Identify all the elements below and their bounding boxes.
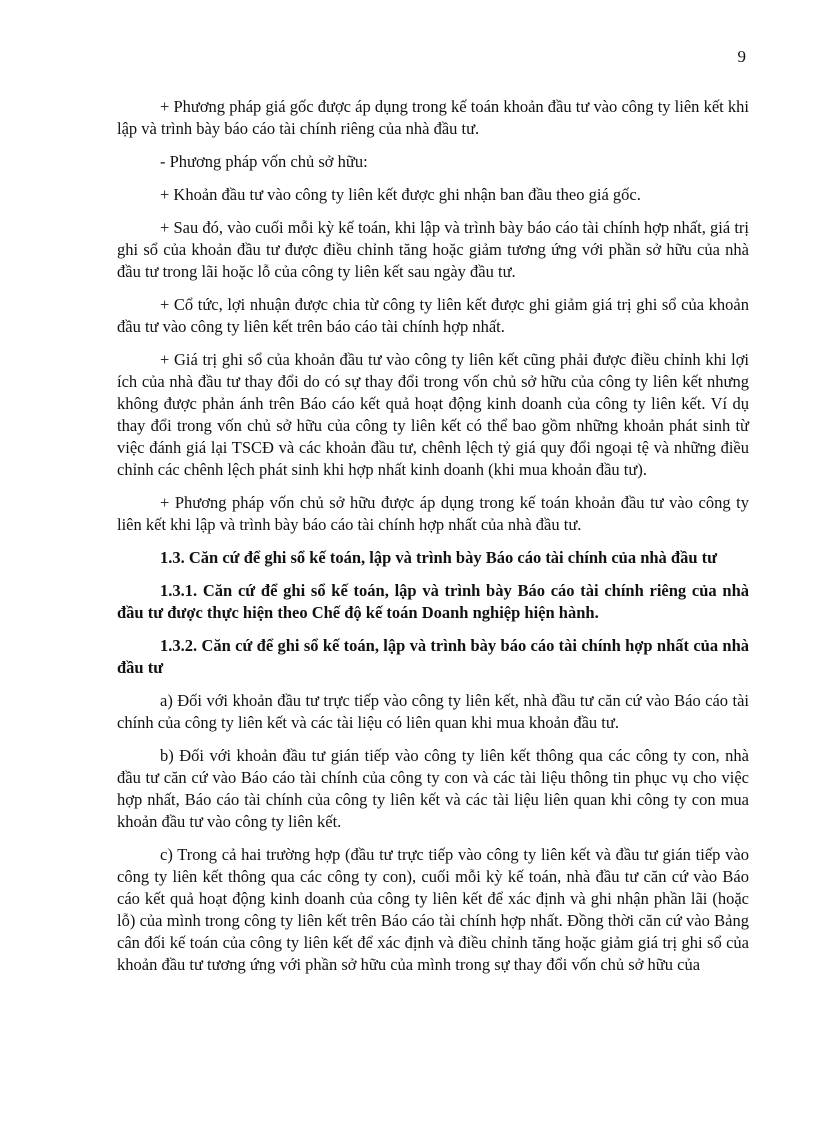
paragraph-equity-changes: + Giá trị ghi sổ của khoản đầu tư vào công ty liên kết cũng phải được điều chỉnh khi lợi ích của nhà đầu tư thay đổi do có sự thay đổi trong vốn chủ sở hữu của công ty liên kết nhưng không được phản ánh trên Báo cáo kết quả hoạt động kinh doanh của công ty liên kết. Ví dụ thay đổi trong vốn chủ sở hữu của công ty liên kết có thể bao gồm những khoản phát sinh từ việc đánh giá lại TSCĐ và các khoản đầu tư, chênh lệch tỷ giá quy đổi ngoại tệ và những điều chỉnh các chênh lệch phát sinh khi hợp nhất kinh doanh (khi mua khoản đầu tư).	[117, 350, 749, 479]
paragraph-item-b: b) Đối với khoản đầu tư gián tiếp vào công ty liên kết thông qua các công ty con, nhà đầu tư căn cứ vào Báo cáo tài chính của công ty con và các tài liệu thông tin phục vụ cho việc hợp nhất, Báo cáo tài chính của công ty liên kết và các tài liệu liên quan khi công ty con mua khoản đầu tư vào công ty liên kết.	[117, 746, 749, 831]
paragraph-item-a: a) Đối với khoản đầu tư trực tiếp vào công ty liên kết, nhà đầu tư căn cứ vào Báo cáo tài chính của công ty liên kết và các tài liệu có liên quan khi mua khoản đầu tư.	[117, 691, 749, 732]
paragraph-carrying-amount-adjustment: + Sau đó, vào cuối mỗi kỳ kế toán, khi lập và trình bày báo cáo tài chính hợp nhất, giá trị ghi sổ của khoản đầu tư được điều chỉnh tăng hoặc giảm tương ứng với phần sở hữu của nhà đầu tư trong lãi hoặc lỗ của công ty liên kết sau ngày đầu tư.	[117, 218, 749, 281]
paragraph-item-c: c) Trong cả hai trường hợp (đầu tư trực tiếp vào công ty liên kết và đầu tư gián tiếp vào công ty liên kết thông qua các công ty con), cuối mỗi kỳ kế toán, nhà đầu tư căn cứ vào Báo cáo kết quả hoạt động kinh doanh của công ty liên kết để xác định và ghi nhận phần lãi (hoặc lỗ) của mình trong công ty liên kết trên Báo cáo tài chính hợp nhất. Đồng thời căn cứ vào Bảng cân đối kế toán của công ty liên kết để xác định và điều chỉnh tăng hoặc giảm giá trị ghi sổ của khoản đầu tư tương ứng với phần sở hữu của mình trong sự thay đổi vốn chủ sở hữu của	[117, 845, 749, 974]
section-heading-1-3-1: 1.3.1. Căn cứ để ghi sổ kế toán, lập và trình bày Báo cáo tài chính riêng của nhà đầu tư được thực hiện theo Chế độ kế toán Doanh nghiệp hiện hành.	[117, 581, 749, 622]
section-heading-1-3-2: 1.3.2. Căn cứ để ghi sổ kế toán, lập và trình bày báo cáo tài chính hợp nhất của nhà đầu tư	[117, 636, 749, 677]
section-heading-1-3: 1.3. Căn cứ để ghi sổ kế toán, lập và trình bày Báo cáo tài chính của nhà đầu tư	[160, 548, 718, 567]
page-number: 9	[737, 47, 746, 66]
paragraph-equity-method-consolidated: + Phương pháp vốn chủ sở hữu được áp dụng trong kế toán khoản đầu tư vào công ty liên kết khi lập và trình bày báo cáo tài chính hợp nhất của nhà đầu tư.	[117, 493, 749, 534]
paragraph-dividends: + Cổ tức, lợi nhuận được chia từ công ty liên kết được ghi giảm giá trị ghi sổ của khoản đầu tư vào công ty liên kết trên báo cáo tài chính hợp nhất.	[117, 295, 749, 336]
paragraph-cost-method-separate: + Phương pháp giá gốc được áp dụng trong kế toán khoản đầu tư vào công ty liên kết khi lập và trình bày báo cáo tài chính riêng của nhà đầu tư.	[117, 97, 749, 138]
document-body	[117, 96, 749, 987]
paragraph-equity-method-heading: - Phương pháp vốn chủ sở hữu:	[160, 152, 368, 171]
paragraph-initial-recognition: + Khoản đầu tư vào công ty liên kết được ghi nhận ban đầu theo giá gốc.	[160, 185, 641, 204]
